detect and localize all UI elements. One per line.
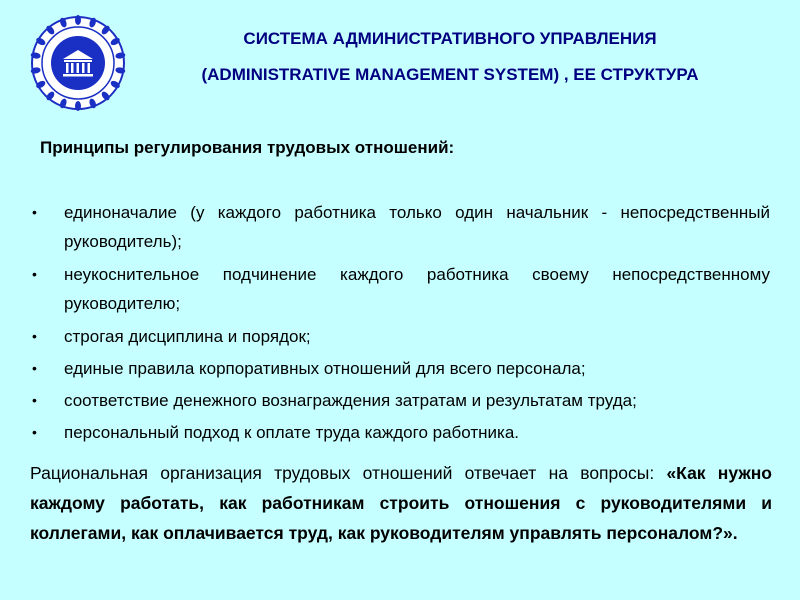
bullet-icon: • <box>32 328 37 344</box>
list-item <box>30 198 770 256</box>
bullet-icon: • <box>32 424 37 440</box>
list-item <box>30 322 770 351</box>
list-item-text: персональный подход к оплате труда каждого работника. <box>64 423 520 442</box>
list-item-text: неукоснительное подчинение каждого работника своему непосредственному руководителю; <box>64 265 770 313</box>
closing-question: «Как нужно каждому работать, как работникам строить отношения с руководителями и коллегами, как оплачивается труд, как руководителям управлять персоналом?». <box>30 463 772 543</box>
list-item-text: строгая дисциплина и порядок; <box>64 327 311 346</box>
closing-lead: Рациональная организация трудовых отношений отвечает на вопросы: <box>30 463 667 483</box>
list-item <box>30 354 770 383</box>
list-item <box>30 386 770 415</box>
principles-list <box>30 198 770 450</box>
closing-paragraph <box>30 458 772 548</box>
page-title <box>140 28 760 86</box>
bullet-icon: • <box>32 204 37 220</box>
university-seal-icon <box>30 15 126 111</box>
title-line-2: (ADMINISTRATIVE MANAGEMENT SYSTEM) , ЕЕ СТРУКТУРА <box>201 65 699 84</box>
bullet-icon: • <box>32 266 37 282</box>
bullet-icon: • <box>32 392 37 408</box>
list-item <box>30 260 770 318</box>
list-item <box>30 418 770 447</box>
title-line-1: СИСТЕМА АДМИНИСТРАТИВНОГО УПРАВЛЕНИЯ <box>243 29 657 48</box>
bullet-icon: • <box>32 360 37 376</box>
list-item-text: соответствие денежного вознаграждения затратам и результатам труда; <box>64 391 637 410</box>
list-item-text: единоначалие (у каждого работника только один начальник - непосредственный руководитель); <box>64 203 770 251</box>
principles-heading: Принципы регулирования трудовых отношений: <box>40 138 455 157</box>
list-item-text: единые правила корпоративных отношений для всего персонала; <box>64 359 586 378</box>
university-logo <box>30 15 126 111</box>
